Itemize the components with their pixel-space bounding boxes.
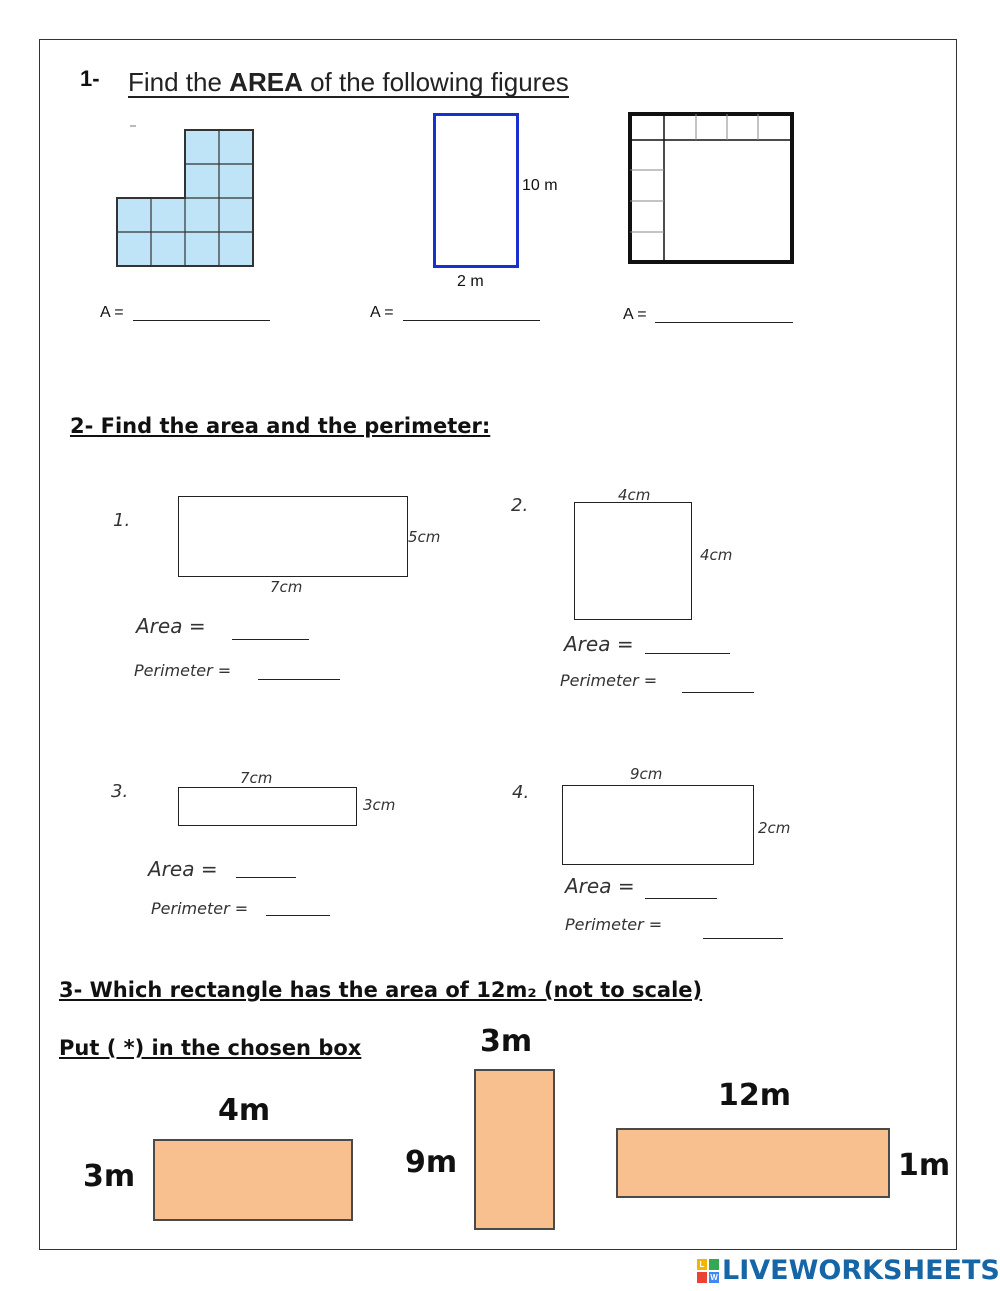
problem4-perimeter-label: Perimeter = — [565, 915, 663, 934]
problem4-width: 9cm — [630, 765, 663, 783]
problem2-perimeter-label: Perimeter = — [560, 671, 658, 690]
section1-title-post: of the following figures — [302, 67, 569, 97]
problem2-height: 4cm — [700, 546, 733, 564]
problem4-number: 4. — [512, 782, 530, 803]
problem1-width: 7cm — [270, 578, 303, 596]
border-grid-figure — [626, 110, 796, 265]
problem3-width: 7cm — [240, 769, 273, 787]
section1-title-pre: Find the — [128, 67, 230, 97]
logo-block-w: W — [710, 1273, 718, 1282]
problem1-number: 1. — [113, 510, 131, 531]
answer-label-1: A = — [100, 304, 124, 321]
problem3-rectangle — [178, 787, 357, 826]
rect-b-choice-box[interactable] — [474, 1069, 555, 1230]
rect-b-height: 9m — [405, 1145, 458, 1180]
logo-block-green — [709, 1259, 719, 1270]
problem3-number: 3. — [111, 781, 129, 802]
logo-icon — [697, 1259, 719, 1283]
rect-c-height: 1m — [898, 1148, 951, 1183]
problem3-perimeter-blank[interactable] — [266, 915, 330, 916]
section1-title — [128, 68, 569, 98]
answer-blank-3[interactable] — [655, 322, 793, 323]
problem1-rectangle — [178, 496, 408, 577]
rect-b-width: 3m — [480, 1024, 533, 1059]
section3-instruction: Put ( *) in the chosen box — [59, 1036, 362, 1060]
section1-title-bold: AREA — [229, 67, 303, 97]
answer-label-3: A = — [623, 306, 647, 323]
problem1-area-label: Area = — [136, 614, 206, 638]
problem4-area-blank[interactable] — [645, 898, 717, 899]
logo-block-l: L — [697, 1259, 707, 1270]
problem1-perimeter-label: Perimeter = — [134, 661, 232, 680]
rect-a-height: 3m — [83, 1159, 136, 1194]
problem2-area-label: Area = — [564, 632, 634, 656]
answer-label-2: A = — [370, 304, 394, 321]
rect-c-width: 12m — [718, 1078, 792, 1113]
section2-title: 2- Find the area and the perimeter: — [70, 414, 491, 438]
problem1-height: 5cm — [408, 528, 441, 546]
problem3-area-blank[interactable] — [236, 877, 296, 878]
l-shape-grid — [112, 120, 262, 272]
problem4-height: 2cm — [758, 819, 791, 837]
problem1-area-blank[interactable] — [232, 639, 309, 640]
answer-blank-2[interactable] — [403, 320, 540, 321]
shape2-width-label: 2 m — [457, 273, 484, 290]
problem1-perimeter-blank[interactable] — [258, 679, 340, 680]
problem2-width: 4cm — [618, 486, 651, 504]
section1-number: 1- — [80, 66, 100, 91]
problem3-height: 3cm — [363, 796, 396, 814]
problem2-square — [574, 502, 692, 620]
rect-a-choice-box[interactable] — [153, 1139, 353, 1221]
section3-title: 3- Which rectangle has the area of 12m₂ (not to scale) — [59, 978, 703, 1002]
problem3-area-label: Area = — [148, 857, 218, 881]
problem2-number: 2. — [511, 495, 529, 516]
problem4-area-label: Area = — [565, 874, 635, 898]
logo-text: LIVEWORKSHEETS — [722, 1255, 1000, 1286]
problem4-perimeter-blank[interactable] — [703, 938, 783, 939]
logo-block-red — [697, 1272, 707, 1283]
shape2-height-label: 10 m — [522, 177, 558, 194]
liveworksheets-logo — [697, 1255, 1000, 1286]
rect-a-width: 4m — [218, 1093, 271, 1128]
answer-blank-1[interactable] — [133, 320, 270, 321]
rect-c-choice-box[interactable] — [616, 1128, 890, 1198]
problem2-perimeter-blank[interactable] — [682, 692, 754, 693]
problem2-area-blank[interactable] — [645, 653, 730, 654]
problem3-perimeter-label: Perimeter = — [151, 899, 249, 918]
blue-rectangle — [433, 113, 519, 268]
problem4-rectangle — [562, 785, 754, 865]
